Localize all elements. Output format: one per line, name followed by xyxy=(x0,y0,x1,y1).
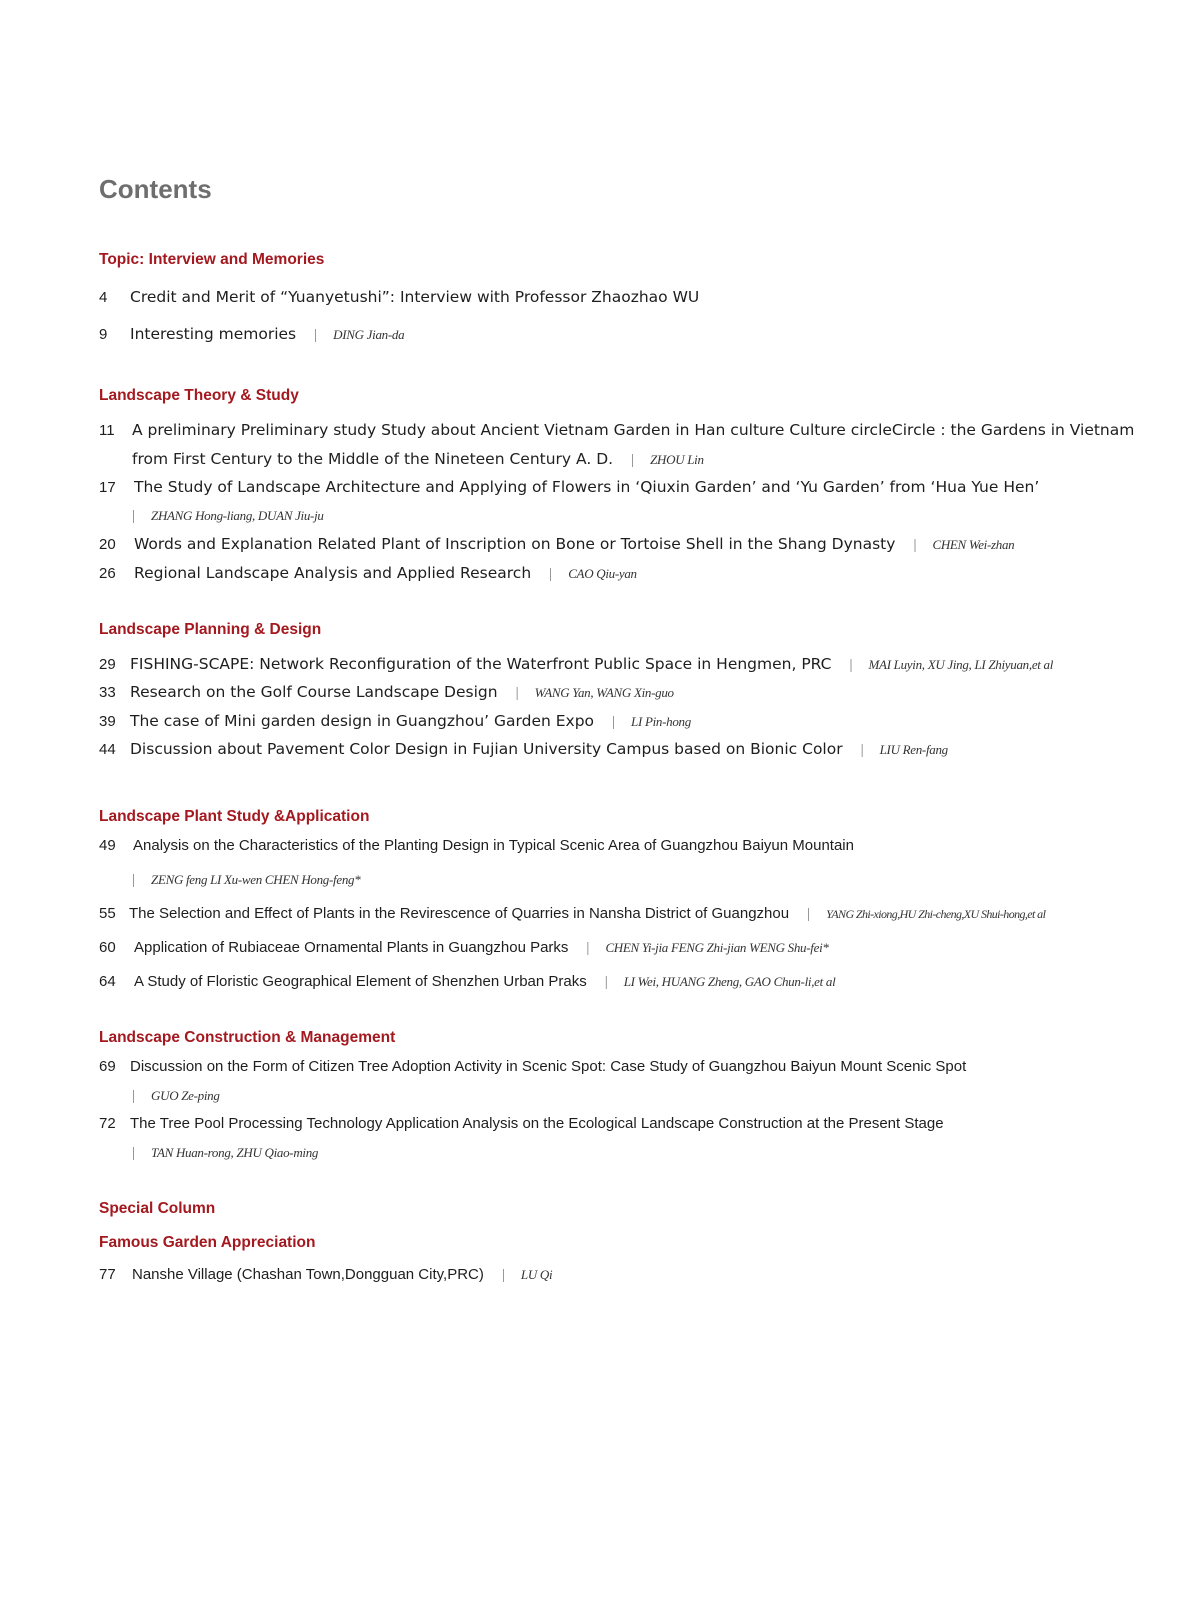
entry-title: Application of Rubiaceae Ornamental Plants in Guangzhou Parks xyxy=(134,939,569,956)
entry-author: LI Pin-hong xyxy=(631,714,691,729)
section-heading: Topic: Interview and Memories xyxy=(99,251,325,268)
entry-title: The case of Mini garden design in Guangzhou’ Garden Expo xyxy=(130,712,595,730)
toc-entry[interactable] xyxy=(99,710,691,733)
separator: | xyxy=(586,940,590,956)
section-heading: Landscape Theory & Study xyxy=(99,387,299,404)
entry-author: ZHOU Lin xyxy=(650,452,704,467)
page-number: 26 xyxy=(99,565,116,582)
entry-title: FISHING-SCAPE: Network Reconfiguration of the Waterfront Public Space in Hengmen, PRC xyxy=(130,655,832,673)
section-heading: Landscape Plant Study &Application xyxy=(99,808,370,825)
entry-title: Discussion about Pavement Color Design in Fujian University Campus based on Bionic Color xyxy=(130,740,843,758)
toc-entry[interactable] xyxy=(99,971,835,993)
separator: | xyxy=(314,327,318,343)
section-heading: Famous Garden Appreciation xyxy=(99,1234,316,1251)
entry-author: LU Qi xyxy=(520,1267,553,1282)
separator: | xyxy=(549,566,553,582)
page-number: 77 xyxy=(99,1266,116,1283)
separator: | xyxy=(501,1267,505,1283)
page-number: 69 xyxy=(99,1058,116,1075)
page-number: 44 xyxy=(99,741,116,758)
toc-entry-continuation[interactable] xyxy=(132,1142,318,1164)
separator: | xyxy=(631,452,635,468)
toc-entry-continuation[interactable] xyxy=(132,448,704,471)
entry-author: GUO Ze-ping xyxy=(151,1088,220,1103)
entry-author: ZENG feng LI Xu-wen CHEN Hong-feng* xyxy=(151,872,361,887)
separator: | xyxy=(515,685,519,701)
entry-title: Interesting memories xyxy=(130,325,297,343)
toc-entry[interactable] xyxy=(99,419,1134,442)
toc-entry[interactable] xyxy=(99,476,1039,499)
page-number: 55 xyxy=(99,905,116,922)
entry-author: LIU Ren-fang xyxy=(879,742,948,757)
page-number: 11 xyxy=(99,422,115,439)
entry-title: Research on the Golf Course Landscape Design xyxy=(130,683,498,701)
toc-entry[interactable] xyxy=(99,562,637,585)
section-heading: Landscape Construction & Management xyxy=(99,1029,396,1046)
entry-author: LI Wei, HUANG Zheng, GAO Chun-li,et al xyxy=(623,974,836,989)
entry-title: Nanshe Village (Chashan Town,Dongguan City,PRC) xyxy=(132,1266,484,1283)
toc-entry-continuation[interactable] xyxy=(132,869,360,891)
separator: | xyxy=(132,1088,136,1104)
separator: | xyxy=(132,872,136,888)
toc-entry[interactable] xyxy=(99,835,854,857)
page-number: 33 xyxy=(99,684,116,701)
entry-title: Credit and Merit of “Yuanyetushi”: Interview with Professor Zhaozhao WU xyxy=(130,288,700,306)
entry-title: The Tree Pool Processing Technology Application Analysis on the Ecological Landscape Construction at the Present Stage xyxy=(130,1115,944,1132)
section-heading: Landscape Planning & Design xyxy=(99,621,322,638)
separator: | xyxy=(132,508,136,524)
page-number: 49 xyxy=(99,837,116,854)
toc-entry[interactable] xyxy=(99,903,1045,925)
toc-entry[interactable] xyxy=(99,653,1053,676)
separator: | xyxy=(132,1145,136,1161)
page-number: 17 xyxy=(99,479,116,496)
toc-entry[interactable] xyxy=(99,323,404,346)
entry-author: MAI Luyin, XU Jing, LI Zhiyuan,et al xyxy=(868,657,1054,672)
section-heading: Special Column xyxy=(99,1200,216,1217)
entry-author: TAN Huan-rong, ZHU Qiao-ming xyxy=(151,1145,319,1160)
page-title: Contents xyxy=(99,174,212,204)
entry-title: Discussion on the Form of Citizen Tree Adoption Activity in Scenic Spot: Case Study of Guangzhou Baiyun Mount Scenic Spot xyxy=(130,1058,967,1075)
toc-entry[interactable] xyxy=(99,286,699,309)
page-number: 20 xyxy=(99,536,116,553)
entry-title: A Study of Floristic Geographical Element of Shenzhen Urban Praks xyxy=(134,973,587,990)
page-number: 9 xyxy=(99,326,108,343)
toc-entry-continuation[interactable] xyxy=(132,505,324,527)
page-number: 4 xyxy=(99,289,108,306)
entry-author: CAO Qiu-yan xyxy=(568,566,637,581)
entry-title: Words and Explanation Related Plant of Inscription on Bone or Tortoise Shell in the Shang Dynasty xyxy=(134,535,896,553)
separator: | xyxy=(849,657,853,673)
toc-entry[interactable] xyxy=(99,937,829,959)
page-number: 60 xyxy=(99,939,116,956)
entry-title-continued: from First Century to the Middle of the Nineteen Century A. D. xyxy=(132,450,614,468)
page-number: 39 xyxy=(99,713,116,730)
separator: | xyxy=(860,742,864,758)
entry-title: Regional Landscape Analysis and Applied Research xyxy=(134,564,532,582)
entry-author: CHEN Yi-jia FENG Zhi-jian WENG Shu-fei* xyxy=(605,940,829,955)
separator: | xyxy=(913,537,917,553)
entry-author: CHEN Wei-zhan xyxy=(932,537,1015,552)
entry-title: Analysis on the Characteristics of the Planting Design in Typical Scenic Area of Guangzhou Baiyun Mountain xyxy=(133,837,854,854)
page-number: 64 xyxy=(99,973,116,990)
toc-entry[interactable] xyxy=(99,533,1014,556)
page-number: 29 xyxy=(99,656,116,673)
entry-author: WANG Yan, WANG Xin-guo xyxy=(534,685,674,700)
separator: | xyxy=(604,974,608,990)
toc-entry[interactable] xyxy=(99,1056,966,1078)
toc-entry[interactable] xyxy=(99,1113,944,1135)
toc-entry-continuation[interactable] xyxy=(132,1085,220,1107)
entry-title: The Study of Landscape Architecture and Applying of Flowers in ‘Qiuxin Garden’ and ‘Yu Garden’ from ‘Hua Yue Hen’ xyxy=(134,478,1040,496)
separator: | xyxy=(612,714,616,730)
toc-entry[interactable] xyxy=(99,681,674,704)
toc-entry[interactable] xyxy=(99,738,948,761)
entry-title: A preliminary Preliminary study Study about Ancient Vietnam Garden in Han culture Culture circleCircle : the Gardens in Vietnam xyxy=(132,421,1135,439)
page-number: 72 xyxy=(99,1115,116,1132)
entry-title: The Selection and Effect of Plants in the Revirescence of Quarries in Nansha District of Guangzhou xyxy=(129,905,790,922)
entry-author: YANG Zhi-xiong,HU Zhi-cheng,XU Shui-hong,et al xyxy=(826,907,1046,921)
separator: | xyxy=(807,906,811,922)
toc-entry[interactable] xyxy=(99,1264,552,1286)
entry-author: ZHANG Hong-liang, DUAN Jiu-ju xyxy=(151,508,324,523)
entry-author: DING Jian-da xyxy=(333,327,405,342)
